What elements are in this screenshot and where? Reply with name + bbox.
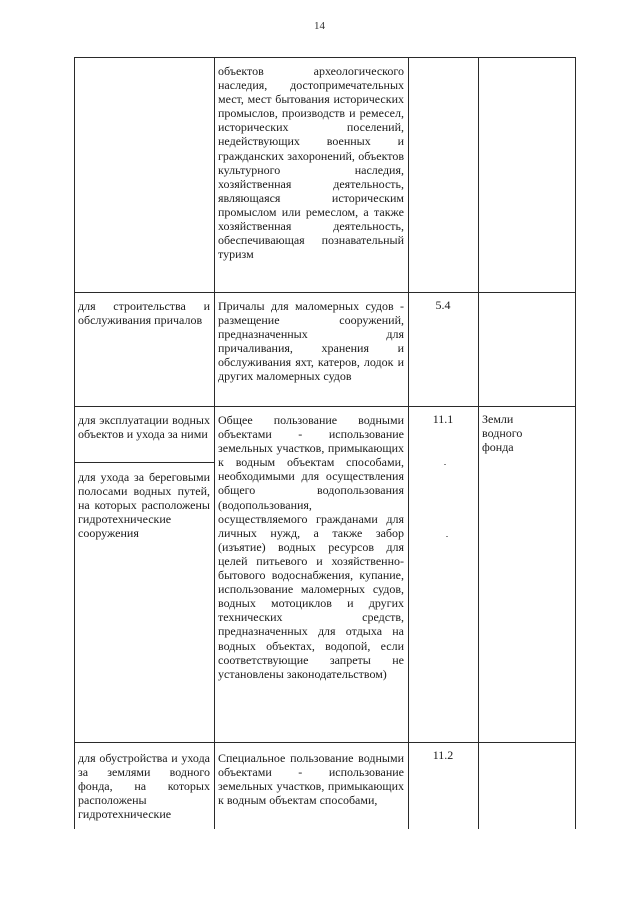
page-number: 14 xyxy=(314,20,325,32)
table-border-top xyxy=(74,57,576,58)
row-2-code: 5.4 xyxy=(435,298,451,312)
row-3-code: 11.1 xyxy=(432,412,454,426)
row-divider-2 xyxy=(74,406,576,407)
row-divider-3 xyxy=(74,742,576,743)
column-divider-2 xyxy=(408,57,409,829)
row-2-description: Причалы для маломерных судов - размещение сооружений, предназначенных для причаливания, хранения и обслуживания яхт, катеров, лодок и других маломерных судов xyxy=(218,299,404,384)
row-4-code: 11.2 xyxy=(432,748,454,762)
row-3-purpose: для эксплуатации водных объектов и ухода за ними xyxy=(78,413,210,442)
scan-mark xyxy=(446,536,448,537)
row-4-purpose: для обустройства и ухода за землями водного фонда, на которых расположены гидротехнические xyxy=(78,751,210,822)
row-3-description: Общее пользование водными объектами - использование земельных участков, примыкающих к водным объектам способами, необходимыми для осуществления общего водопользования (водопользования, осуществляемого гражданами для личных нужд, а также забор (изъятие) водных ресурсов для целей питьевого и хозяйственно-бытового водоснабжения, купание, использование маломерных судов, водных мотоциклов и других технических средств, предназначенных для отдыха на водных объектах, водопой, если соответствующие запреты не установлены законодательством) xyxy=(218,413,404,681)
table-border-right xyxy=(575,57,576,829)
row-3-category: Земли водного фонда xyxy=(482,412,523,455)
column-divider-1 xyxy=(214,57,215,829)
scan-mark xyxy=(444,464,446,465)
table-border-left xyxy=(74,57,75,829)
row-2-purpose: для строительства и обслуживания причалов xyxy=(78,299,210,328)
row-1-description: объектов археологического наследия, достопримечательных мест, мест бытования исторических промыслов, производств и ремесел, исторических поселений, недействующих военных и гражданских захоронений, объектов культурного наследия, хозяйственная деятельность, являющаяся историческим промыслом или ремеслом, а также хозяйственная деятельность, обеспечивающая познавательный туризм xyxy=(218,64,404,262)
column-divider-3 xyxy=(478,57,479,829)
row-3-purpose-2: для ухода за береговыми полосами водных путей, на которых расположены гидротехнические сооружения xyxy=(78,470,210,541)
row-divider-1 xyxy=(74,292,576,293)
row-4-description: Специальное пользование водными объектами - использование земельных участков, примыкающих к водным объектам способами, xyxy=(218,751,404,808)
sub-row-divider xyxy=(74,462,214,463)
